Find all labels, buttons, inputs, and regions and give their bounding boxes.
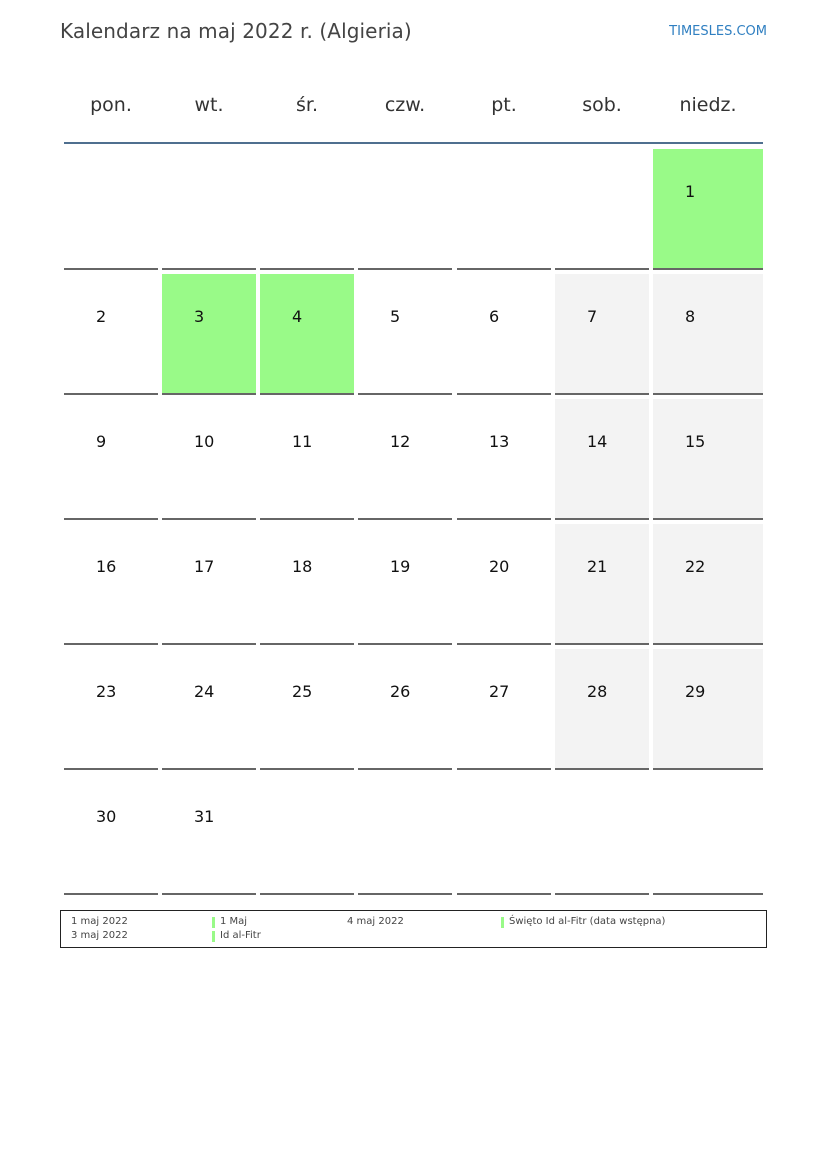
day-cell xyxy=(457,649,551,770)
day-number: 30 xyxy=(96,807,117,826)
day-cell xyxy=(653,149,763,270)
empty-day-cell xyxy=(358,774,452,895)
day-number: 2 xyxy=(96,307,107,326)
day-cell xyxy=(358,399,452,520)
day-cell xyxy=(260,524,354,645)
weekday-saturday: sob. xyxy=(582,94,622,116)
day-cell xyxy=(64,524,158,645)
day-cell xyxy=(653,274,763,395)
header-divider xyxy=(64,142,763,144)
weekday-sunday: niedz. xyxy=(679,94,737,116)
day-cell xyxy=(457,399,551,520)
empty-day-cell xyxy=(260,149,354,270)
legend-date: 3 maj 2022 xyxy=(71,930,128,941)
day-cell xyxy=(555,399,649,520)
day-number: 21 xyxy=(587,557,608,576)
day-cell xyxy=(162,524,256,645)
day-cell xyxy=(653,524,763,645)
day-cell xyxy=(653,399,763,520)
day-number: 16 xyxy=(96,557,117,576)
weekday-friday: pt. xyxy=(491,94,517,116)
brand-link[interactable]: TIMESLES.COM xyxy=(669,24,767,39)
day-number: 12 xyxy=(390,432,411,451)
day-cell xyxy=(653,649,763,770)
day-number: 5 xyxy=(390,307,401,326)
day-number: 22 xyxy=(685,557,706,576)
day-number: 11 xyxy=(292,432,313,451)
day-number: 15 xyxy=(685,432,706,451)
holiday-marker xyxy=(501,917,504,928)
holiday-legend xyxy=(60,910,767,948)
empty-day-cell xyxy=(653,774,763,895)
day-number: 14 xyxy=(587,432,608,451)
day-number: 18 xyxy=(292,557,313,576)
empty-day-cell xyxy=(457,774,551,895)
day-cell xyxy=(162,774,256,895)
day-number: 27 xyxy=(489,682,510,701)
day-number: 25 xyxy=(292,682,313,701)
day-cell xyxy=(64,774,158,895)
holiday-marker xyxy=(212,931,215,942)
legend-holiday-name: 1 Maj xyxy=(220,916,248,927)
day-cell xyxy=(162,399,256,520)
legend-date: 4 maj 2022 xyxy=(347,916,404,927)
day-number: 9 xyxy=(96,432,107,451)
day-number: 19 xyxy=(390,557,411,576)
weekday-tuesday: wt. xyxy=(194,94,224,116)
day-number: 7 xyxy=(587,307,598,326)
empty-day-cell xyxy=(457,149,551,270)
day-cell xyxy=(457,524,551,645)
day-number: 20 xyxy=(489,557,510,576)
day-number: 29 xyxy=(685,682,706,701)
day-cell xyxy=(64,649,158,770)
empty-day-cell xyxy=(162,149,256,270)
day-cell xyxy=(555,274,649,395)
day-number: 31 xyxy=(194,807,215,826)
day-cell xyxy=(162,274,256,395)
day-cell xyxy=(358,649,452,770)
legend-date: 1 maj 2022 xyxy=(71,916,128,927)
empty-day-cell xyxy=(358,149,452,270)
day-number: 23 xyxy=(96,682,117,701)
day-cell xyxy=(260,274,354,395)
day-cell xyxy=(162,649,256,770)
weekday-wednesday: śr. xyxy=(295,94,318,116)
empty-day-cell xyxy=(260,774,354,895)
day-cell xyxy=(260,649,354,770)
day-number: 24 xyxy=(194,682,215,701)
day-cell xyxy=(358,524,452,645)
day-cell xyxy=(457,274,551,395)
day-number: 13 xyxy=(489,432,510,451)
weekday-header-row xyxy=(64,90,763,120)
day-number: 10 xyxy=(194,432,215,451)
day-cell xyxy=(64,399,158,520)
day-cell xyxy=(358,274,452,395)
day-cell xyxy=(555,524,649,645)
page-title: Kalendarz na maj 2022 r. (Algieria) xyxy=(60,19,412,43)
legend-holiday-name: Id al-Fitr xyxy=(220,930,261,941)
holiday-marker xyxy=(212,917,215,928)
day-cell xyxy=(260,399,354,520)
day-number: 17 xyxy=(194,557,215,576)
day-number: 28 xyxy=(587,682,608,701)
weekday-thursday: czw. xyxy=(384,94,426,116)
day-number: 8 xyxy=(685,307,696,326)
day-number: 4 xyxy=(292,307,303,326)
empty-day-cell xyxy=(555,774,649,895)
day-number: 26 xyxy=(390,682,411,701)
empty-day-cell xyxy=(64,149,158,270)
day-number: 1 xyxy=(685,182,696,201)
day-cell xyxy=(555,649,649,770)
day-number: 6 xyxy=(489,307,500,326)
legend-holiday-name: Święto Id al-Fitr (data wstępna) xyxy=(509,916,666,927)
empty-day-cell xyxy=(555,149,649,270)
day-cell xyxy=(64,274,158,395)
weekday-monday: pon. xyxy=(90,94,132,116)
day-number: 3 xyxy=(194,307,205,326)
